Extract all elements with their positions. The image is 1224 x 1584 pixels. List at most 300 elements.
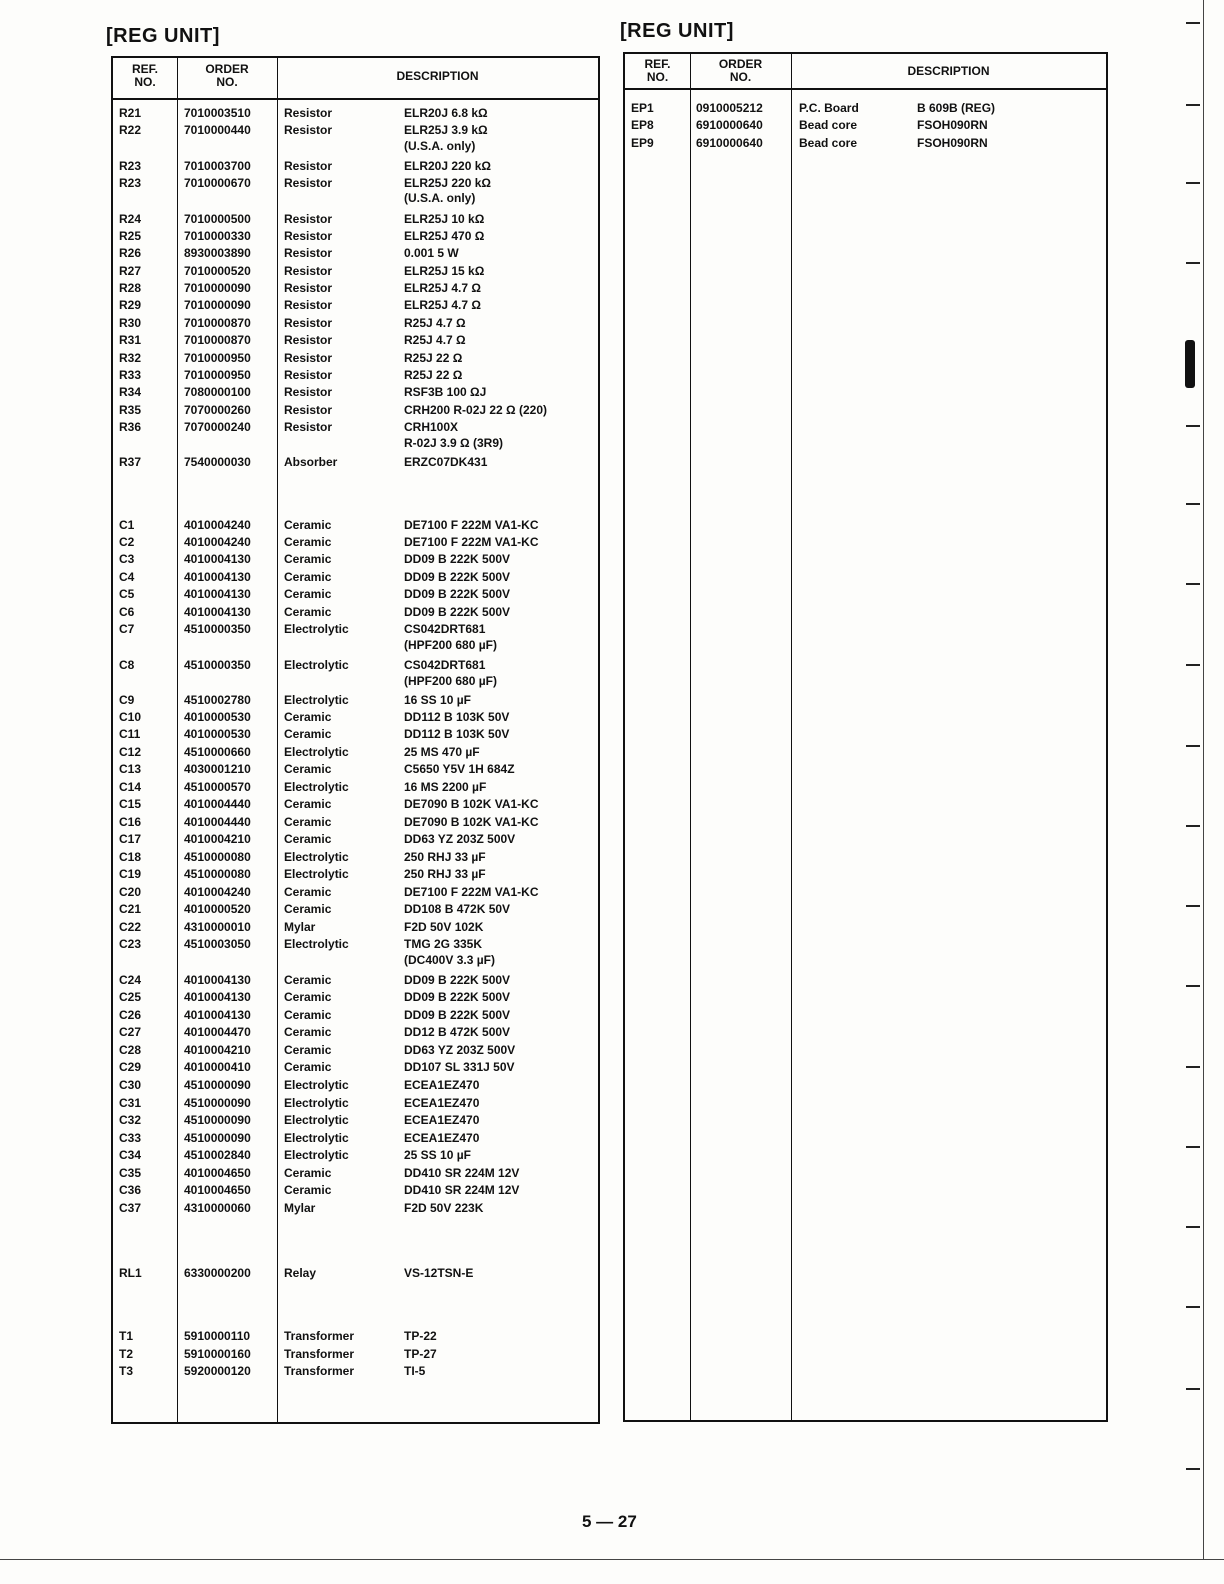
page-number: 5 — 27 (582, 1512, 637, 1531)
ref-no-cell: R22 (119, 123, 142, 137)
spec-note: (U.S.A. only) (404, 191, 476, 205)
ref-no-cell: R35 (119, 403, 142, 417)
ref-no-cell: R27 (119, 264, 142, 278)
part-spec-cell: ELR25J 3.9 kΩ (404, 123, 488, 137)
table-row (113, 1183, 598, 1199)
part-type-cell: Ceramic (284, 1060, 332, 1074)
ref-no-cell: T1 (119, 1329, 134, 1343)
ref-no-cell: C11 (119, 727, 141, 741)
ref-no-cell: R24 (119, 212, 142, 226)
part-spec-cell: CS042DRT681 (404, 622, 486, 636)
table-row (113, 123, 598, 139)
part-type-cell: Resistor (284, 123, 333, 137)
table-row (113, 762, 598, 778)
binding-mark (1185, 340, 1195, 388)
margin-tick (1186, 262, 1200, 264)
ref-no-cell: C17 (119, 832, 142, 846)
order-no-cell: 7010000330 (184, 229, 251, 243)
table-row (625, 101, 1106, 117)
part-type-cell: Electrolytic (284, 1078, 349, 1092)
margin-tick (1186, 745, 1200, 747)
table-row (113, 1008, 598, 1024)
ref-no-cell: C30 (119, 1078, 142, 1092)
order-no-cell: 0910005212 (696, 101, 763, 115)
ref-no-header: REF. NO. (131, 62, 158, 89)
description-header: DESCRIPTION (396, 68, 479, 83)
spec-note: (HPF200 680 µF) (404, 638, 497, 652)
ref-no-cell: C35 (119, 1166, 142, 1180)
ref-no-cell: R33 (119, 368, 142, 382)
part-spec-cell: DD108 B 472K 50V (404, 902, 511, 916)
part-type-cell: Absorber (284, 455, 338, 469)
part-spec-cell: B 609B (REG) (917, 101, 996, 115)
part-spec-cell: DD112 B 103K 50V (404, 710, 510, 724)
order-no-cell: 4010000520 (184, 902, 251, 916)
margin-tick (1186, 825, 1200, 827)
ref-no-cell: C25 (119, 990, 142, 1004)
table-row (113, 316, 598, 332)
part-type-cell: Ceramic (284, 1043, 332, 1057)
part-spec-cell: DD09 B 222K 500V (404, 973, 511, 987)
order-no-cell: 7010000950 (184, 368, 251, 382)
part-spec-cell: ELR25J 4.7 Ω (404, 281, 481, 295)
table-row (113, 212, 598, 228)
ref-no-cell: R25 (119, 229, 142, 243)
part-type-cell: Resistor (284, 176, 333, 190)
table-row (113, 552, 598, 568)
part-spec-cell: F2D 50V 102K (404, 920, 484, 934)
ref-no-cell: R30 (119, 316, 142, 330)
table-row (113, 229, 598, 245)
part-type-cell: Ceramic (284, 587, 332, 601)
part-spec-cell: DD63 YZ 203Z 500V (404, 1043, 516, 1057)
part-type-cell: Transformer (284, 1364, 355, 1378)
order-no-cell: 4010004130 (184, 552, 251, 566)
ref-no-cell: R26 (119, 246, 142, 260)
part-type-cell: Bead core (799, 118, 858, 132)
order-no-cell: 7010000870 (184, 316, 251, 330)
part-type-cell: Electrolytic (284, 745, 349, 759)
part-spec-cell: ELR25J 4.7 Ω (404, 298, 481, 312)
table-row (113, 1060, 598, 1076)
part-spec-cell: DD09 B 222K 500V (404, 1008, 511, 1022)
table-row (113, 518, 598, 534)
order-no-cell: 7010003700 (184, 159, 251, 173)
part-type-cell: Ceramic (284, 885, 332, 899)
ref-no-cell: C34 (119, 1148, 142, 1162)
part-spec-cell: DD12 B 472K 500V (404, 1025, 511, 1039)
table-row (113, 885, 598, 901)
order-no-cell: 6330000200 (184, 1266, 251, 1280)
part-type-cell: Ceramic (284, 990, 332, 1004)
margin-tick (1186, 425, 1200, 427)
order-no-cell: 7080000100 (184, 385, 251, 399)
order-no-cell: 4010004650 (184, 1183, 251, 1197)
part-spec-cell: FSOH090RN (917, 136, 988, 150)
table-row (113, 605, 598, 621)
order-no-cell: 5920000120 (184, 1364, 251, 1378)
order-no-cell: 4310000010 (184, 920, 251, 934)
ref-no-cell: C18 (119, 850, 142, 864)
order-no-cell: 7540000030 (184, 455, 251, 469)
ref-no-cell: R23 (119, 159, 142, 173)
table-row (113, 1148, 598, 1164)
table-row (113, 727, 598, 743)
left-parts-table (111, 56, 600, 1424)
table-row (113, 385, 598, 401)
ref-no-cell: C36 (119, 1183, 142, 1197)
table-row (113, 973, 598, 989)
part-type-cell: Transformer (284, 1329, 355, 1343)
table-row (113, 1329, 598, 1345)
column-divider (690, 54, 691, 1420)
table-row (113, 867, 598, 883)
ref-no-cell: R34 (119, 385, 142, 399)
order-no-cell: 4010004470 (184, 1025, 251, 1039)
ref-no-cell: C7 (119, 622, 135, 636)
table-row (113, 815, 598, 831)
ref-no-cell: C8 (119, 658, 135, 672)
table-row (113, 246, 598, 262)
ref-no-header: REF. NO. (644, 57, 671, 84)
part-spec-cell: RSF3B 100 ΩJ (404, 385, 487, 399)
order-no-cell: 7010000870 (184, 333, 251, 347)
margin-tick (1186, 22, 1200, 24)
order-no-cell: 4510000080 (184, 867, 251, 881)
table-row (113, 832, 598, 848)
ref-no-cell: R31 (119, 333, 142, 347)
page-edge-line (1203, 0, 1204, 1560)
table-row (625, 136, 1106, 152)
order-no-cell: 4510000080 (184, 850, 251, 864)
order-no-header: ORDER NO. (718, 57, 763, 84)
order-no-cell: 4010004440 (184, 815, 251, 829)
order-no-cell: 4010000530 (184, 710, 251, 724)
margin-tick (1186, 1066, 1200, 1068)
table-row (625, 118, 1106, 134)
part-spec-cell: TP-22 (404, 1329, 437, 1343)
part-spec-cell: ELR20J 6.8 kΩ (404, 106, 488, 120)
order-no-cell: 4010004210 (184, 1043, 251, 1057)
part-type-cell: Ceramic (284, 1008, 332, 1022)
part-type-cell: Electrolytic (284, 1113, 349, 1127)
order-no-cell: 8930003890 (184, 246, 251, 260)
left-table-title: [REG UNIT] (106, 25, 220, 47)
part-spec-cell: DE7090 B 102K VA1-KC (404, 797, 539, 811)
part-type-cell: Ceramic (284, 605, 332, 619)
ref-no-cell: C4 (119, 570, 135, 584)
part-type-cell: Transformer (284, 1347, 355, 1361)
order-no-cell: 4010000410 (184, 1060, 251, 1074)
ref-no-cell: C10 (119, 710, 142, 724)
ref-no-cell: EP8 (631, 118, 654, 132)
table-row (113, 570, 598, 586)
ref-no-cell: C6 (119, 605, 135, 619)
order-no-cell: 7010000440 (184, 123, 251, 137)
order-no-cell: 4510002780 (184, 693, 251, 707)
part-type-cell: Electrolytic (284, 693, 349, 707)
part-spec-cell: TMG 2G 335K (404, 937, 483, 951)
part-type-cell: Resistor (284, 264, 333, 278)
table-row (113, 1347, 598, 1363)
part-spec-cell: DE7100 F 222M VA1-KC (404, 518, 539, 532)
margin-tick (1186, 503, 1200, 505)
margin-tick (1186, 182, 1200, 184)
table-row (113, 281, 598, 297)
order-no-cell: 7010003510 (184, 106, 251, 120)
part-type-cell: P.C. Board (799, 101, 859, 115)
ref-no-cell: T3 (119, 1364, 134, 1378)
ref-no-cell: R32 (119, 351, 142, 365)
table-row (113, 797, 598, 813)
margin-tick (1186, 905, 1200, 907)
margin-tick (1186, 985, 1200, 987)
part-type-cell: Mylar (284, 1201, 316, 1215)
part-type-cell: Ceramic (284, 518, 332, 532)
part-spec-cell: DD09 B 222K 500V (404, 587, 511, 601)
part-type-cell: Ceramic (284, 552, 332, 566)
ref-no-cell: C16 (119, 815, 142, 829)
order-no-header: ORDER NO. (205, 62, 249, 89)
part-type-cell: Ceramic (284, 832, 332, 846)
part-type-cell: Electrolytic (284, 1096, 349, 1110)
order-no-cell: 7010000950 (184, 351, 251, 365)
part-type-cell: Electrolytic (284, 780, 349, 794)
part-spec-cell: ELR25J 470 Ω (404, 229, 485, 243)
table-row (113, 780, 598, 796)
table-row (113, 176, 598, 192)
part-spec-cell: R25J 4.7 Ω (404, 333, 466, 347)
part-spec-cell: VS-12TSN-E (404, 1266, 474, 1280)
order-no-cell: 4010004130 (184, 973, 251, 987)
ref-no-cell: C1 (119, 518, 135, 532)
part-type-cell: Ceramic (284, 797, 332, 811)
part-spec-cell: DD112 B 103K 50V (404, 727, 510, 741)
ref-no-cell: C37 (119, 1201, 142, 1215)
margin-tick (1186, 1146, 1200, 1148)
part-type-cell: Ceramic (284, 902, 332, 916)
part-spec-cell: 16 MS 2200 µF (404, 780, 487, 794)
part-spec-cell: TI-5 (404, 1364, 426, 1378)
table-row (113, 658, 598, 674)
part-spec-cell: DD107 SL 331J 50V (404, 1060, 515, 1074)
table-row (113, 1043, 598, 1059)
ref-no-cell: R29 (119, 298, 142, 312)
order-no-cell: 4010004440 (184, 797, 251, 811)
table-row (113, 1025, 598, 1041)
spec-note: R-02J 3.9 Ω (3R9) (404, 436, 503, 450)
order-no-cell: 4510000570 (184, 780, 251, 794)
order-no-cell: 4010004240 (184, 535, 251, 549)
part-type-cell: Electrolytic (284, 622, 349, 636)
ref-no-cell: RL1 (119, 1266, 142, 1280)
table-row (113, 351, 598, 367)
spec-note: (HPF200 680 µF) (404, 674, 497, 688)
order-no-cell: 5910000110 (184, 1329, 251, 1343)
ref-no-cell: C22 (119, 920, 142, 934)
ref-no-cell: R36 (119, 420, 142, 434)
table-row (113, 455, 598, 471)
part-type-cell: Electrolytic (284, 1148, 349, 1162)
page-edge-line (0, 1559, 1224, 1560)
table-row (113, 622, 598, 638)
table-row (113, 850, 598, 866)
table-row (113, 368, 598, 384)
right-table-title: [REG UNIT] (620, 20, 734, 42)
table-row (113, 587, 598, 603)
part-type-cell: Ceramic (284, 710, 332, 724)
ref-no-cell: R21 (119, 106, 142, 120)
part-spec-cell: DD410 SR 224M 12V (404, 1166, 520, 1180)
part-type-cell: Resistor (284, 298, 333, 312)
table-row (113, 159, 598, 175)
part-spec-cell: CRH100X (404, 420, 459, 434)
right-parts-table (623, 52, 1108, 1422)
part-spec-cell: DE7090 B 102K VA1-KC (404, 815, 539, 829)
table-row (113, 1266, 598, 1282)
part-type-cell: Resistor (284, 351, 333, 365)
ref-no-cell: EP1 (631, 101, 654, 115)
spec-note: (U.S.A. only) (404, 139, 476, 153)
part-type-cell: Ceramic (284, 1025, 332, 1039)
part-spec-cell: C5650 Y5V 1H 684Z (404, 762, 515, 776)
part-type-cell: Resistor (284, 159, 333, 173)
ref-no-cell: EP9 (631, 136, 654, 150)
table-row (113, 106, 598, 122)
table-row (113, 1201, 598, 1217)
margin-tick (1186, 664, 1200, 666)
part-type-cell: Resistor (284, 281, 333, 295)
part-spec-cell: R25J 22 Ω (404, 368, 463, 382)
part-spec-cell: DE7100 F 222M VA1-KC (404, 885, 539, 899)
order-no-cell: 4010004210 (184, 832, 251, 846)
ref-no-cell: R23 (119, 176, 142, 190)
margin-tick (1186, 1468, 1200, 1470)
ref-no-cell: C24 (119, 973, 142, 987)
table-row (113, 264, 598, 280)
order-no-cell: 7070000260 (184, 403, 251, 417)
table-row (113, 693, 598, 709)
part-spec-cell: DD410 SR 224M 12V (404, 1183, 520, 1197)
part-spec-cell: ELR25J 220 kΩ (404, 176, 492, 190)
margin-tick (1186, 1306, 1200, 1308)
part-type-cell: Resistor (284, 368, 333, 382)
margin-tick (1186, 104, 1200, 106)
order-no-cell: 4510000090 (184, 1131, 251, 1145)
table-row (113, 937, 598, 953)
part-type-cell: Electrolytic (284, 850, 349, 864)
part-spec-cell: CRH200 R-02J 22 Ω (220) (404, 403, 548, 417)
part-spec-cell: DD09 B 222K 500V (404, 552, 511, 566)
part-type-cell: Ceramic (284, 1183, 332, 1197)
ref-no-cell: C19 (119, 867, 142, 881)
order-no-cell: 4510000090 (184, 1096, 251, 1110)
table-row (113, 745, 598, 761)
order-no-cell: 4010004240 (184, 518, 251, 532)
part-type-cell: Mylar (284, 920, 316, 934)
table-row (113, 1131, 598, 1147)
table-row (113, 710, 598, 726)
ref-no-cell: C14 (119, 780, 142, 794)
part-spec-cell: ECEA1EZ470 (404, 1131, 480, 1145)
part-spec-cell: ELR25J 10 kΩ (404, 212, 485, 226)
part-type-cell: Ceramic (284, 727, 332, 741)
ref-no-cell: C3 (119, 552, 135, 566)
ref-no-cell: C29 (119, 1060, 142, 1074)
part-type-cell: Ceramic (284, 815, 332, 829)
ref-no-cell: C28 (119, 1043, 142, 1057)
order-no-cell: 4010004240 (184, 885, 251, 899)
part-spec-cell: 250 RHJ 33 µF (404, 867, 486, 881)
part-type-cell: Ceramic (284, 570, 332, 584)
ref-no-cell: C27 (119, 1025, 142, 1039)
part-type-cell: Resistor (284, 106, 333, 120)
part-spec-cell: FSOH090RN (917, 118, 988, 132)
order-no-cell: 4510000350 (184, 658, 251, 672)
table-row (113, 420, 598, 436)
ref-no-cell: R37 (119, 455, 142, 469)
ref-no-cell: C33 (119, 1131, 142, 1145)
order-no-cell: 4010004130 (184, 605, 251, 619)
margin-tick (1186, 583, 1200, 585)
part-type-cell: Ceramic (284, 535, 332, 549)
part-spec-cell: 16 SS 10 µF (404, 693, 471, 707)
order-no-cell: 7010000670 (184, 176, 251, 190)
part-type-cell: Electrolytic (284, 867, 349, 881)
part-type-cell: Electrolytic (284, 937, 349, 951)
order-no-cell: 7010000090 (184, 281, 251, 295)
order-no-cell: 5910000160 (184, 1347, 251, 1361)
part-type-cell: Ceramic (284, 1166, 332, 1180)
ref-no-cell: C12 (119, 745, 142, 759)
order-no-cell: 4010004130 (184, 570, 251, 584)
part-spec-cell: ELR25J 15 kΩ (404, 264, 485, 278)
table-row (113, 1166, 598, 1182)
table-row (113, 1096, 598, 1112)
part-type-cell: Resistor (284, 246, 333, 260)
part-spec-cell: DE7100 F 222M VA1-KC (404, 535, 539, 549)
part-spec-cell: DD09 B 222K 500V (404, 605, 511, 619)
order-no-cell: 4010004130 (184, 587, 251, 601)
part-type-cell: Electrolytic (284, 658, 349, 672)
order-no-cell: 4510000090 (184, 1078, 251, 1092)
part-spec-cell: DD09 B 222K 500V (404, 570, 511, 584)
table-row (113, 902, 598, 918)
margin-tick (1186, 1226, 1200, 1228)
order-no-cell: 4310000060 (184, 1201, 251, 1215)
table-row (113, 1113, 598, 1129)
ref-no-cell: C15 (119, 797, 142, 811)
table-row (113, 298, 598, 314)
order-no-cell: 6910000640 (696, 136, 763, 150)
order-no-cell: 7010000500 (184, 212, 251, 226)
table-row (113, 1078, 598, 1094)
order-no-cell: 4010000530 (184, 727, 251, 741)
part-spec-cell: R25J 22 Ω (404, 351, 463, 365)
part-spec-cell: CS042DRT681 (404, 658, 486, 672)
order-no-cell: 4010004130 (184, 1008, 251, 1022)
part-spec-cell: F2D 50V 223K (404, 1201, 484, 1215)
part-type-cell: Ceramic (284, 762, 332, 776)
ref-no-cell: C26 (119, 1008, 142, 1022)
order-no-cell: 7010000090 (184, 298, 251, 312)
part-spec-cell: TP-27 (404, 1347, 437, 1361)
order-no-cell: 7010000520 (184, 264, 251, 278)
ref-no-cell: C31 (119, 1096, 142, 1110)
order-no-cell: 4510003050 (184, 937, 251, 951)
ref-no-cell: C21 (119, 902, 142, 916)
order-no-cell: 6910000640 (696, 118, 763, 132)
